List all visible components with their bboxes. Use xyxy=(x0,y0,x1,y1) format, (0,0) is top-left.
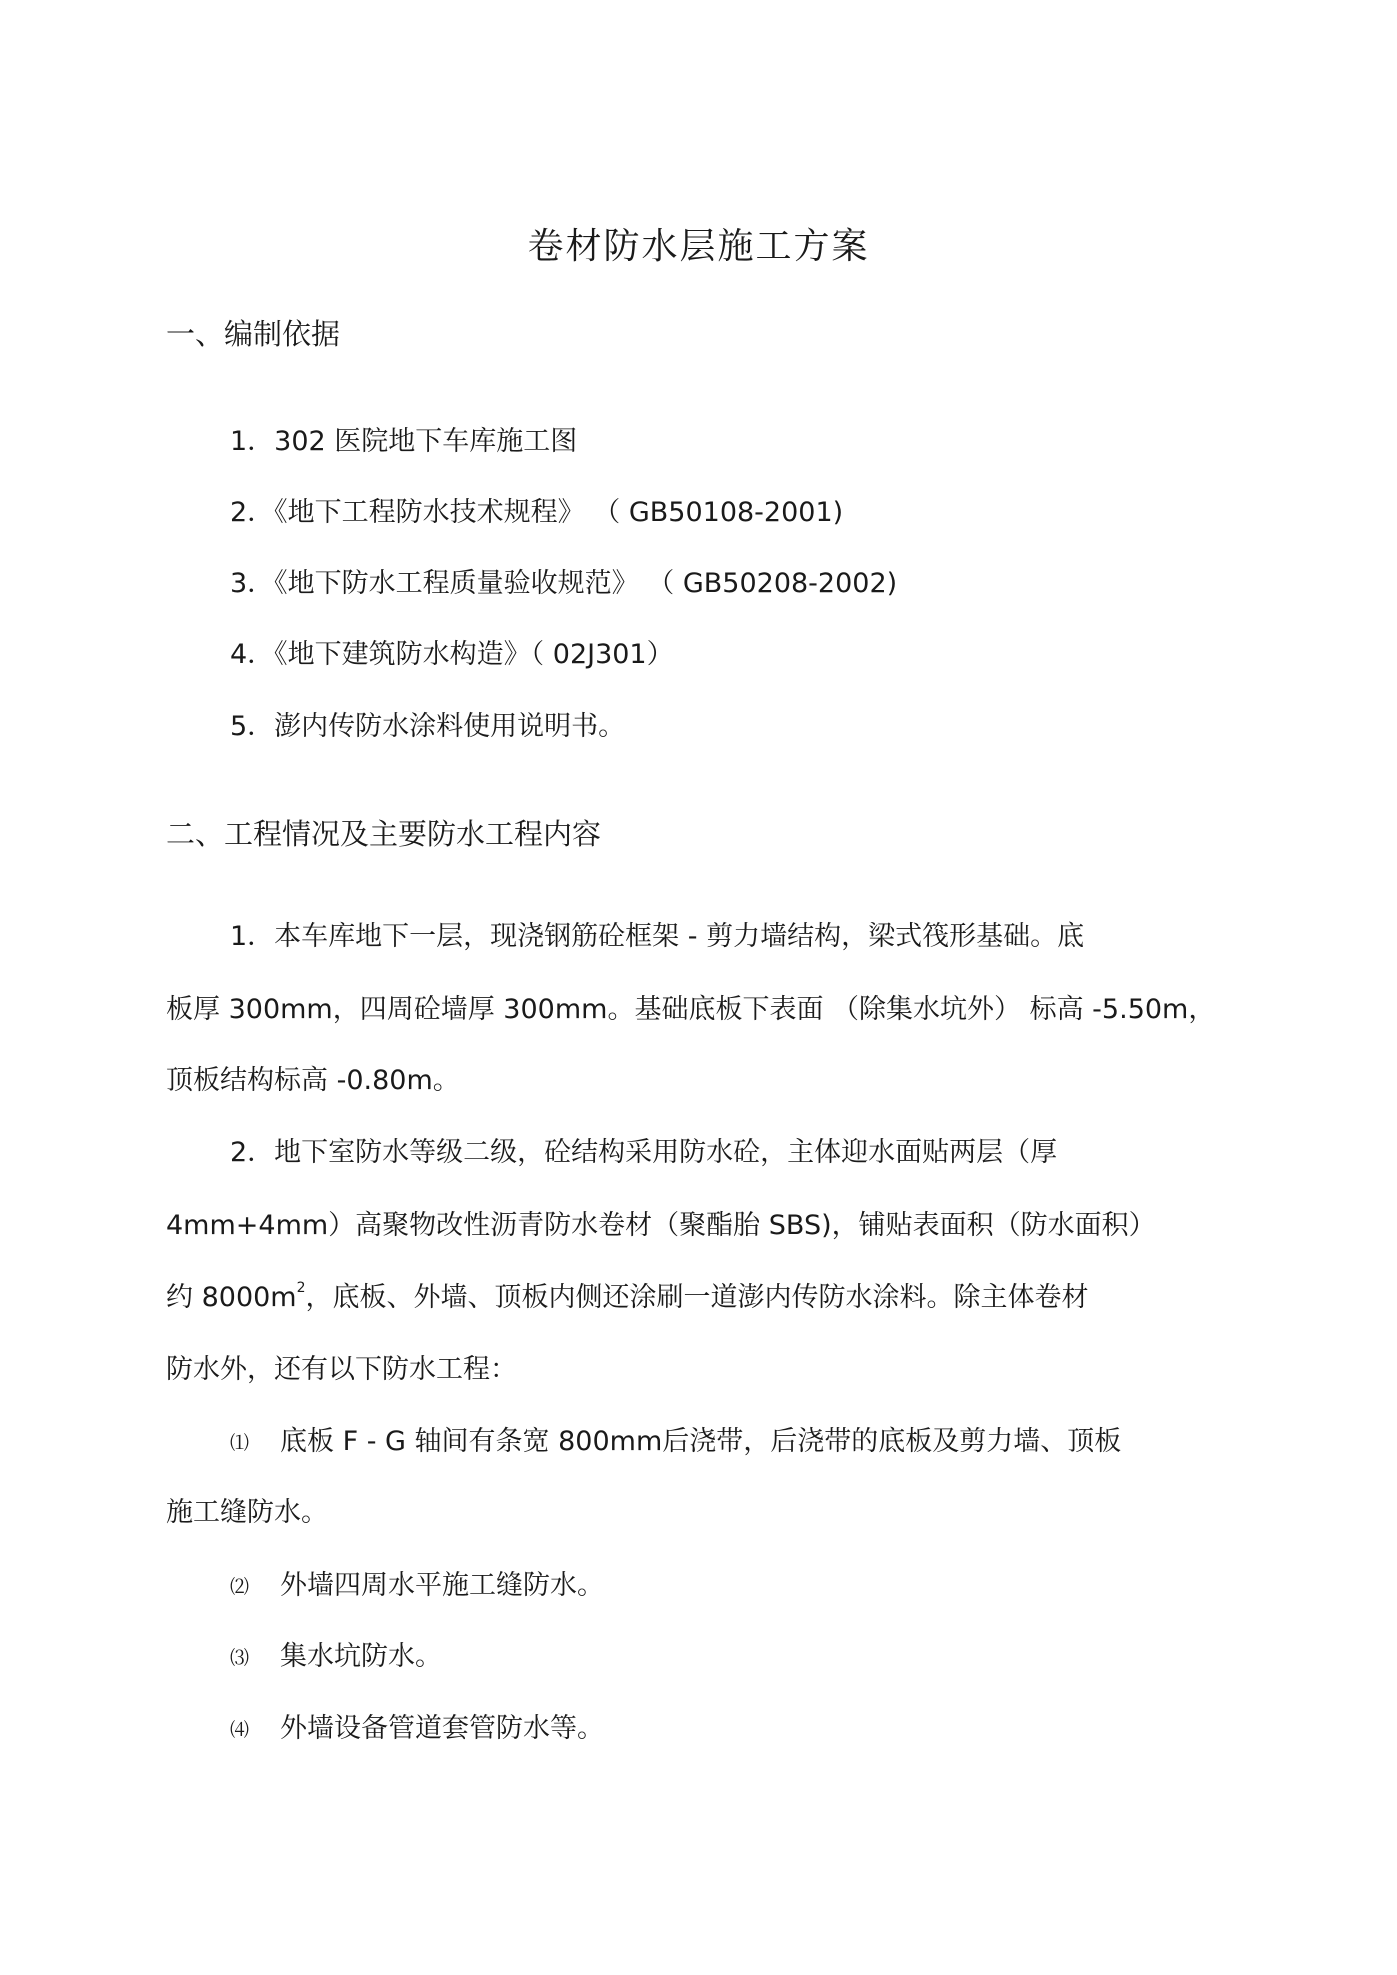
sub-item-text: 底板 F - G 轴间有条宽 800mm后浇带，后浇带的底板及剪力墙、顶板 xyxy=(280,1426,1122,1457)
area-superscript: 2 xyxy=(296,1280,306,1296)
document-title: 卷材防水层施工方案 xyxy=(527,226,870,267)
reference-item-1: 1．302 医院地下车库施工图 xyxy=(230,426,578,457)
sub-item-label: ⑶ xyxy=(230,1646,250,1669)
sub-item-label: ⑴ xyxy=(230,1431,250,1454)
sub-item-1-continuation: 施工缝防水。 xyxy=(166,1497,328,1528)
section-heading-2: 二、工程情况及主要防水工程内容 xyxy=(166,817,602,851)
sub-item-1 xyxy=(230,1424,1121,1461)
area-value: 约 8000m xyxy=(166,1282,297,1313)
sub-item-label: ⑷ xyxy=(230,1718,250,1741)
paragraph-2-line-3 xyxy=(166,1280,1089,1316)
sub-item-text: 集水坑防水。 xyxy=(280,1641,442,1672)
sub-item-label: ⑵ xyxy=(230,1575,250,1598)
reference-item-3: 3．《地下防水工程质量验收规范》 （ GB50208-2002) xyxy=(230,568,898,599)
reference-item-2: 2．《地下工程防水技术规程》 （ GB50108-2001) xyxy=(230,497,844,528)
section-heading-1: 一、编制依据 xyxy=(166,317,341,351)
sub-item-text: 外墙四周水平施工缝防水。 xyxy=(280,1570,604,1601)
sub-item-3 xyxy=(230,1639,442,1676)
reference-item-5: 5．澎内传防水涂料使用说明书。 xyxy=(230,711,626,742)
paragraph-2-line-2: 4mm+4mm）高聚物改性沥青防水卷材（聚酯胎 SBS)，铺贴表面积（防水面积） xyxy=(166,1210,1156,1241)
reference-item-4: 4．《地下建筑防水构造》（ 02J301） xyxy=(230,639,674,670)
paragraph-2-line-4: 防水外，还有以下防水工程： xyxy=(166,1354,517,1385)
sub-item-2 xyxy=(230,1568,604,1605)
paragraph-1-line-2: 板厚 300mm，四周砼墙厚 300mm。基础底板下表面 （除集水坑外） 标高 -5.50m， xyxy=(166,994,1216,1025)
paragraph-2-line-3-rest: ，底板、外墙、顶板内侧还涂刷一道澎内传防水涂料。除主体卷材 xyxy=(305,1282,1089,1313)
paragraph-1-line-1: 1．本车库地下一层，现浇钢筋砼框架 - 剪力墙结构，梁式筏形基础。底 xyxy=(230,921,1085,952)
sub-item-text: 外墙设备管道套管防水等。 xyxy=(280,1713,604,1744)
paragraph-1-line-3: 顶板结构标高 -0.80m。 xyxy=(166,1065,460,1096)
sub-item-4 xyxy=(230,1711,604,1748)
paragraph-2-line-1: 2．地下室防水等级二级，砼结构采用防水砼，主体迎水面贴两层（厚 xyxy=(230,1137,1058,1168)
